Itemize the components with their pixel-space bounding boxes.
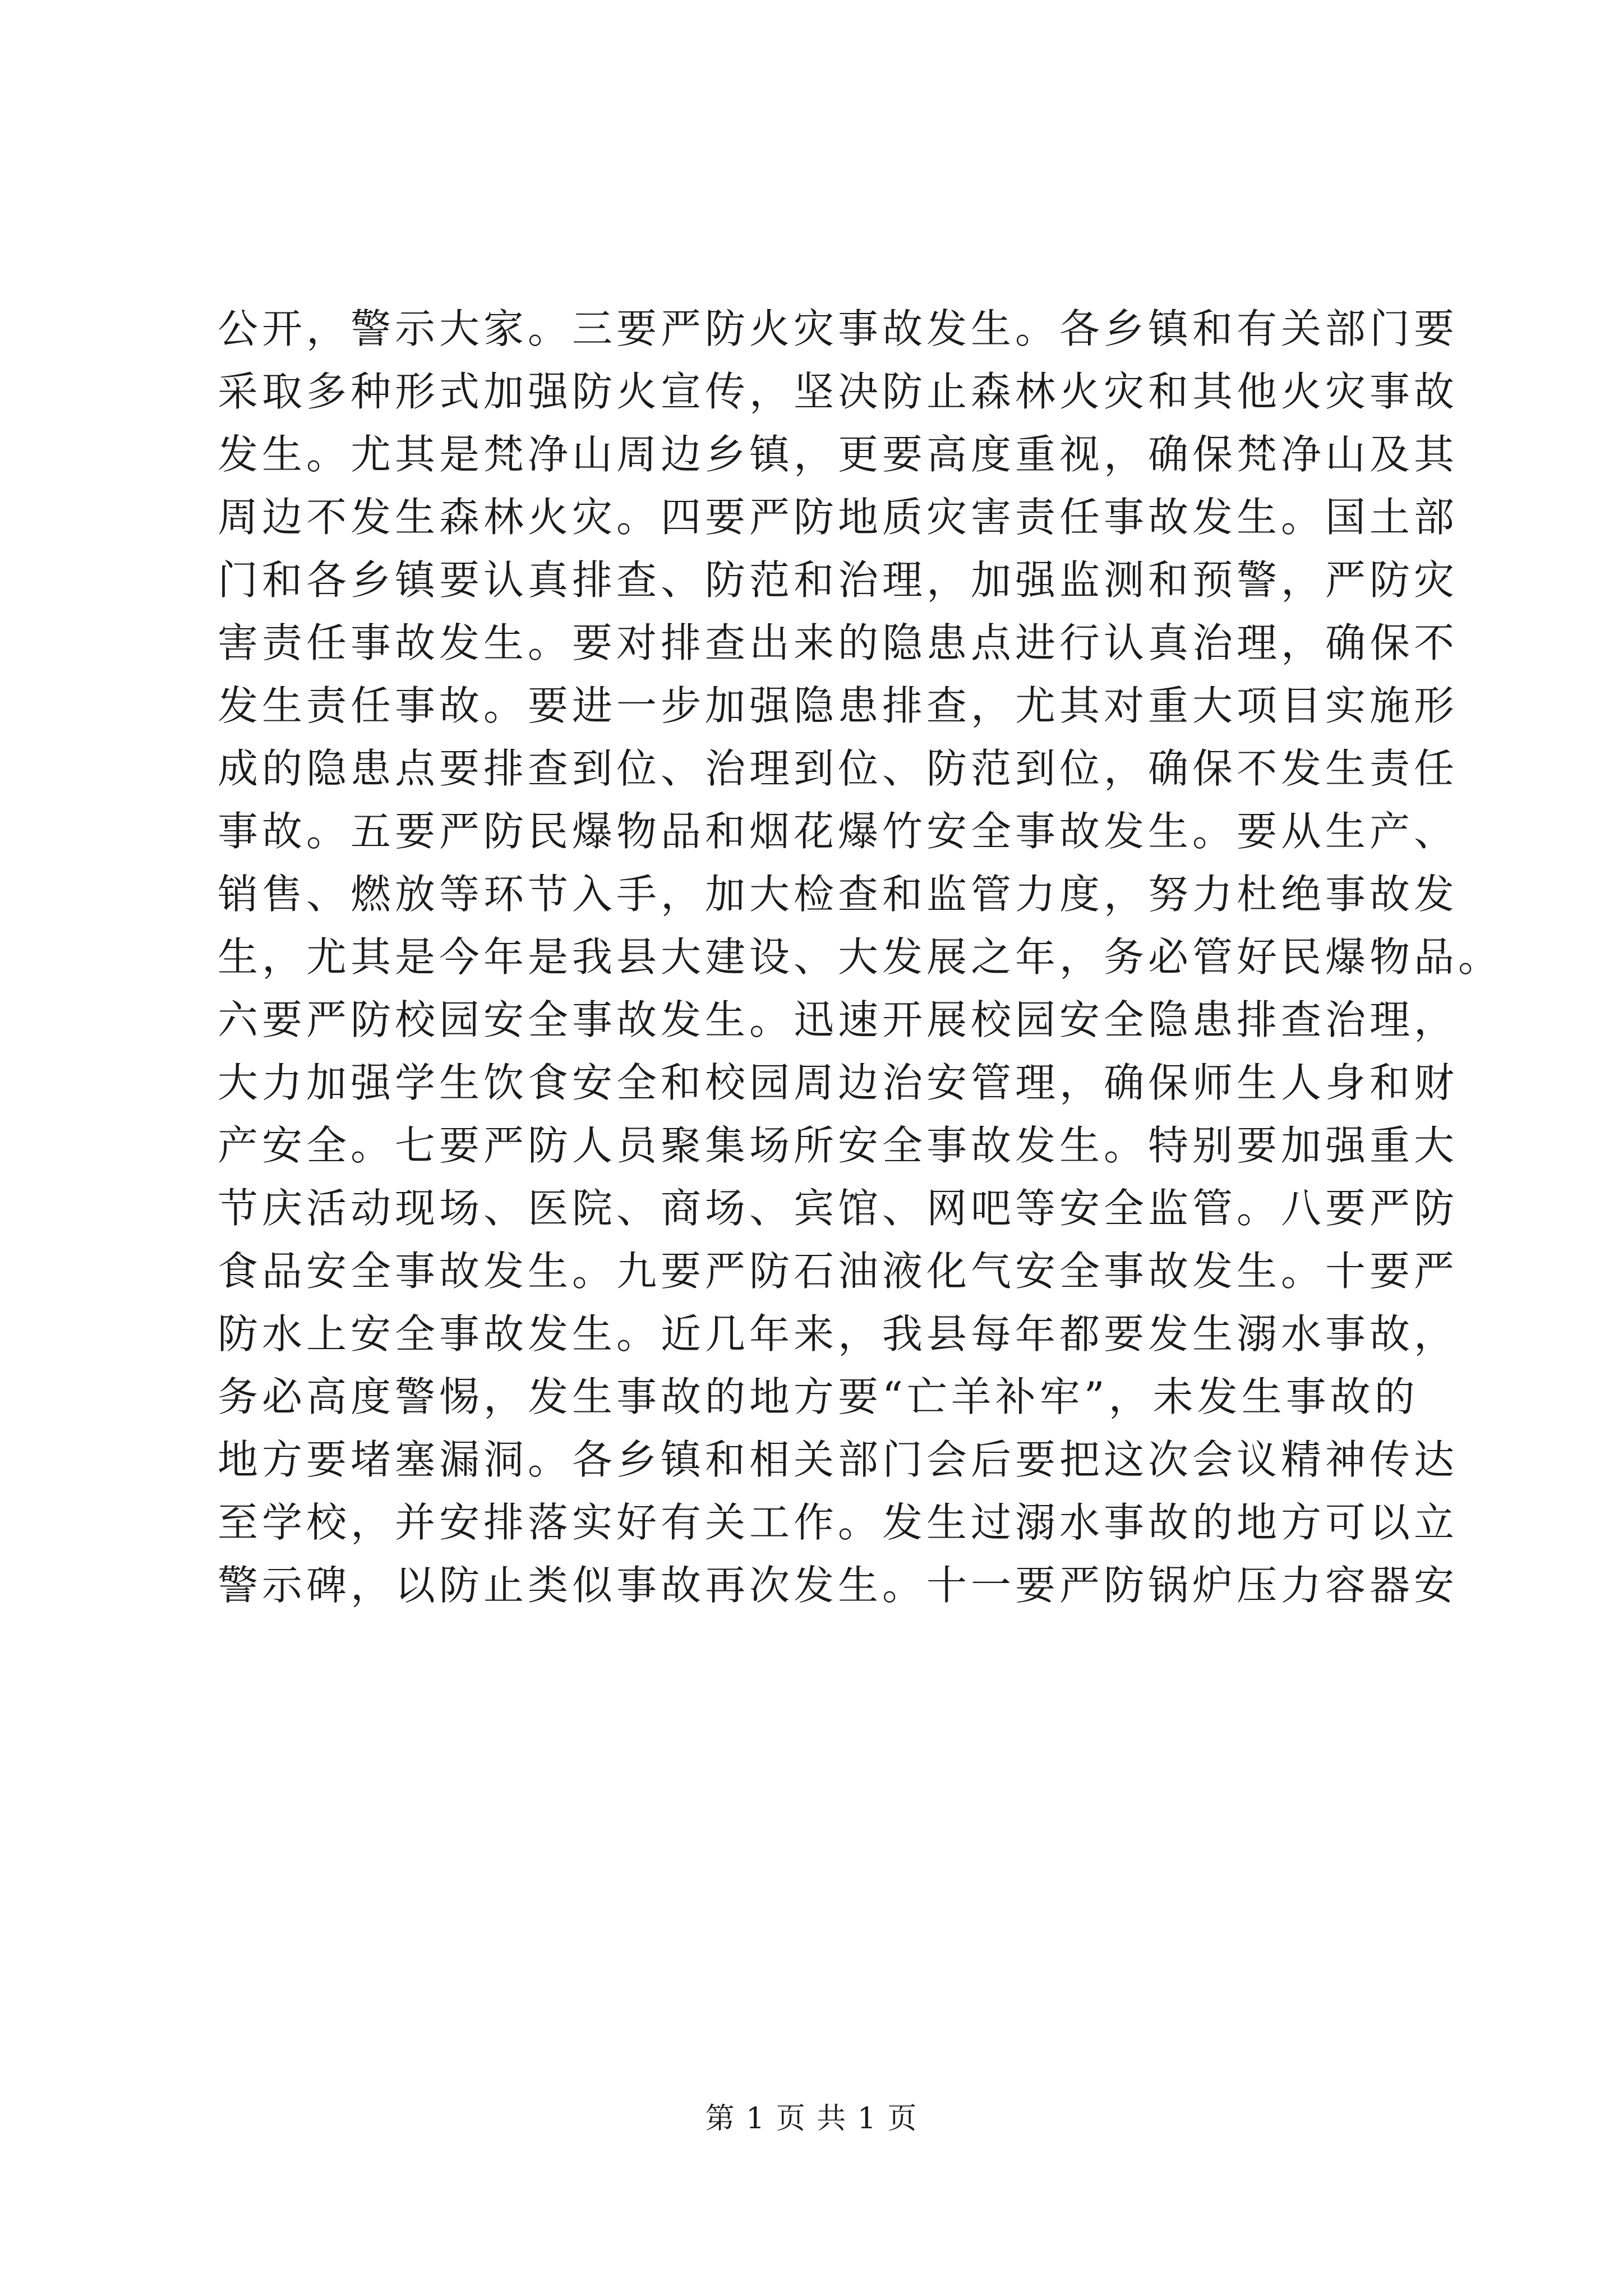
text-line: 害责任事故发生。要对排查出来的隐患点进行认真治理，确保不 (218, 619, 1459, 666)
text-line: 生，尤其是今年是我县大建设、大发展之年，务必管好民爆物品。 (218, 933, 1503, 981)
text-line: 节庆活动现场、医院、商场、宾馆、网吧等安全监管。八要严防 (218, 1185, 1459, 1232)
text-line: 至学校，并安排落实好有关工作。发生过溺水事故的地方可以立 (218, 1499, 1459, 1546)
text-line: 采取多种形式加强防火宣传，坚决防止森林火灾和其他火灾事故 (218, 368, 1459, 415)
text-line: 发生。尤其是梵净山周边乡镇，更要高度重视，确保梵净山及其 (218, 431, 1459, 478)
text-line: 产安全。七要严防人员聚集场所安全事故发生。特别要加强重大 (218, 1122, 1459, 1169)
text-line: 地方要堵塞漏洞。各乡镇和相关部门会后要把这次会议精神传达 (218, 1436, 1459, 1483)
text-line: 销售、燃放等环节入手，加大检查和监管力度，努力杜绝事故发 (218, 871, 1459, 918)
text-line: 防水上安全事故发生。近几年来，我县每年都要发生溺水事故， (218, 1310, 1459, 1358)
text-line: 六要严防校园安全事故发生。迅速开展校园安全隐患排查治理， (218, 996, 1459, 1043)
text-line: 警示碑，以防止类似事故再次发生。十一要严防锅炉压力容器安 (218, 1562, 1459, 1609)
text-line: 大力加强学生饮食安全和校园周边治安管理，确保师生人身和财 (218, 1059, 1459, 1106)
page-number-footer: 第 1 页 共 1 页 (705, 2102, 918, 2136)
text-line: 事故。五要严防民爆物品和烟花爆竹安全事故发生。要从生产、 (218, 808, 1459, 855)
text-line: 成的隐患点要排查到位、治理到位、防范到位，确保不发生责任 (218, 745, 1459, 792)
text-line: 发生责任事故。要进一步加强隐患排查，尤其对重大项目实施形 (218, 682, 1459, 729)
text-line: 周边不发生森林火灾。四要严防地质灾害责任事故发生。国土部 (218, 494, 1459, 541)
text-line: 务必高度警惕，发生事故的地方要“亡羊补牢”，未发生事故的 (218, 1373, 1419, 1420)
text-line: 门和各乡镇要认真排查、防范和治理，加强监测和预警，严防灾 (218, 556, 1459, 604)
body-text (218, 297, 1503, 1617)
text-line: 公开，警示大家。三要严防火灾事故发生。各乡镇和有关部门要 (218, 305, 1459, 352)
text-line: 食品安全事故发生。九要严防石油液化气安全事故发生。十要严 (218, 1248, 1459, 1295)
